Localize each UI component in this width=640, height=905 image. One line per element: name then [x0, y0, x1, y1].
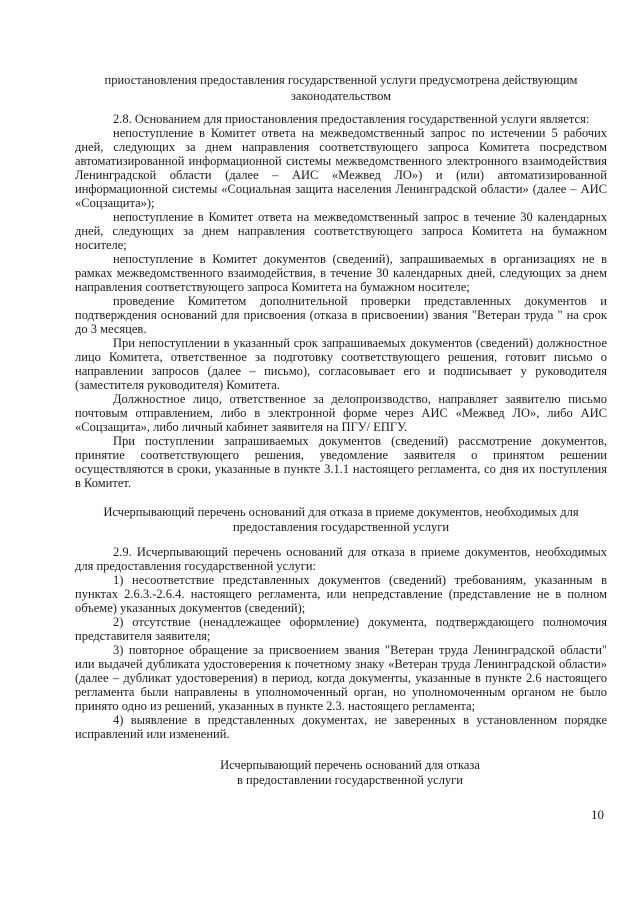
section-2-9 [75, 545, 607, 741]
paragraph-2-8-item: непоступление в Комитет документов (сведений), запрашиваемых в организациях не в рамках межведомственного взаимодействия, в течение 30 календарных дней, следующих за днем направления соответствующего запроса Комитета на бумажном носителе; [75, 252, 607, 294]
section-heading-suspension [75, 72, 607, 104]
paragraph-2-9-item: 4) выявление в представленных документах, не заверенных в установленном порядке исправлений или изменений. [75, 713, 607, 741]
paragraph-2-9-intro: 2.9. Исчерпывающий перечень оснований для отказа в приеме документов, необходимых для предоставления государственной услуги: [75, 545, 607, 573]
paragraph-2-8-text: При поступлении запрашиваемых документов (сведений) рассмотрение документов, принятие соответствующего решения, уведомление заявителя о принятом решении осуществляются в сроки, указанные в пункте 3.1.1 настоящего регламента, со дня их поступления в Комитет. [75, 434, 607, 490]
page-number: 10 [591, 807, 604, 822]
page-content [75, 72, 607, 788]
paragraph-2-8-item: непоступление в Комитет ответа на межведомственный запрос в течение 30 календарных дней, следующих за днем направления соответствующего запроса Комитета на бумажном носителе; [75, 210, 607, 252]
heading-line: приостановления предоставления государственной услуги предусмотрена действующим [104, 73, 578, 87]
paragraph-2-8-item: непоступление в Комитет ответа на межведомственный запрос по истечении 5 рабочих дней, следующих за днем направления соответствующего запроса Комитета посредством автоматизированной информационной системы межведомственного электронного взаимодействия Ленинградской области (далее – АИС «Межвед ЛО») и (или) автоматизированной информационной системы «Социальная защита населения Ленинградской области» (далее – АИС «Соцзащита»); [75, 126, 607, 210]
paragraph-2-8-intro: 2.8. Основанием для приостановления предоставления государственной услуги является: [113, 112, 590, 126]
heading-line: законодательством [290, 89, 392, 103]
section-heading-refusal-documents [75, 505, 607, 535]
heading-line: Исчерпывающий перечень оснований для отказа [220, 758, 480, 772]
section-heading-refusal-service [75, 758, 607, 788]
paragraph-2-9-item: 3) повторное обращение за присвоением звания "Ветеран труда Ленинградской области" или выдачей дубликата удостоверения к почетному знаку «Ветеран труда Ленинградской области» (далее – дубликат удостоверения) в период, когда документы, указанные в пункте 2.6 настоящего регламента были направлены в уполномоченный орган, но уполномоченным органом не было принято одно из решений, указанных в пункте 2.3. настоящего регламента; [75, 643, 607, 713]
paragraph-2-9-item: 1) несоответствие представленных документов (сведений) требованиям, указанным в пунктах 2.6.3.-2.6.4. настоящего регламента, или непредставление (представление не в полном объеме) указанных документов (сведений); [75, 573, 607, 615]
heading-line: в предоставлении государственной услуги [236, 773, 463, 787]
paragraph-2-8-item: проведение Комитетом дополнительной проверки представленных документов и подтверждения оснований для присвоения (отказа в присвоении) звания "Ветеран труда " на срок до 3 месяцев. [75, 294, 607, 336]
paragraph-2-8-text: При непоступлении в указанный срок запрашиваемых документов (сведений) должностное лицо Комитета, ответственное за подготовку соответствующего решения, готовит письмо о направлении запросов (далее – письмо), согласовывает его и подписывает у руководителя (заместителя руководителя) Комитета. [75, 336, 607, 392]
paragraph-2-8-text: Должностное лицо, ответственное за делопроизводство, направляет заявителю письмо почтовым отправлением, либо в электронной форме через АИС «Межвед ЛО», либо АИС «Соцзащита», либо личный кабинет заявителя на ПГУ/ ЕПГУ. [75, 392, 607, 434]
section-2-8 [75, 112, 607, 490]
paragraph-2-9-item: 2) отсутствие (ненадлежащее оформление) документа, подтверждающего полномочия представителя заявителя; [75, 615, 607, 643]
heading-line: Исчерпывающий перечень оснований для отказа в приеме документов, необходимых для [103, 505, 579, 519]
heading-line: предоставления государственной услуги [232, 520, 450, 534]
